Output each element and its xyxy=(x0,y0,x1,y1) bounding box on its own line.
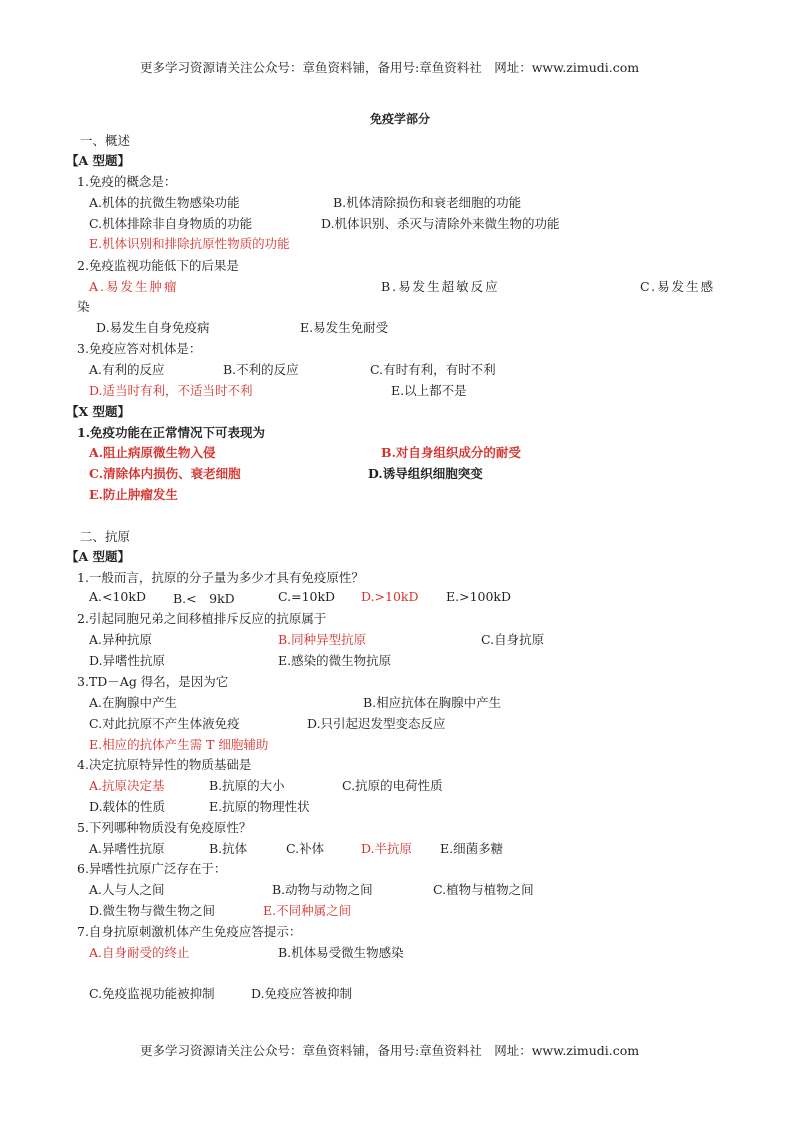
option-e-answer: E.相应的抗体产生需 T 细胞辅助 xyxy=(89,737,269,752)
question-stem: 2.免疫监视功能低下的后果是 xyxy=(77,258,239,273)
option-e: E.>100kD xyxy=(446,589,512,604)
option-d: D.易发生自身免疫病 xyxy=(96,320,210,335)
option-b: B.动物与动物之间 xyxy=(272,882,373,897)
option-e-answer: E.机体识别和排除抗原性物质的功能 xyxy=(89,236,290,251)
option-c: C.有时有利，有时不利 xyxy=(370,362,496,377)
option-c-wrap: 染 xyxy=(77,299,90,314)
question-stem: 3.免疫应答对机体是： xyxy=(77,341,202,356)
option-e: E.以上都不是 xyxy=(391,383,467,398)
option-a: A.机体的抗微生物感染功能 xyxy=(89,195,240,210)
option-d: D.诱导组织细胞突变 xyxy=(368,466,483,481)
option-b: B.不利的反应 xyxy=(223,362,299,377)
option-b: B.抗体 xyxy=(209,841,248,856)
option-b: B.< 9kD xyxy=(173,591,235,606)
option-a: A.有利的反应 xyxy=(89,362,165,377)
option-c: C.植物与植物之间 xyxy=(433,882,534,897)
page-header: 更多学习资源请关注公众号：章鱼资料铺，备用号:章鱼资料社 网址：www.zimudi.com xyxy=(140,60,640,75)
option-e: E.易发生免耐受 xyxy=(300,320,389,335)
option-d: D.微生物与微生物之间 xyxy=(89,903,216,918)
question-stem: 7.自身抗原刺激机体产生免疫应答提示： xyxy=(77,924,302,939)
option-a-answer: A.阻止病原微生物入侵 xyxy=(89,445,216,460)
question-type-label: 【A 型题】 xyxy=(66,549,131,564)
question-stem: 4.决定抗原特异性的物质基础是 xyxy=(77,757,252,772)
option-b: B.机体清除损伤和衰老细胞的功能 xyxy=(333,195,522,210)
option-d-answer: D.适当时有利，不适当时不利 xyxy=(89,383,253,398)
option-e: E.细菌多糖 xyxy=(440,841,504,856)
option-d-answer: D.半抗原 xyxy=(361,841,413,856)
option-e-answer: E.防止肿瘤发生 xyxy=(89,487,178,502)
option-c: C.对此抗原不产生体液免疫 xyxy=(89,716,240,731)
question-type-label: 【A 型题】 xyxy=(66,153,131,168)
option-a: A.人与人之间 xyxy=(89,882,165,897)
option-c: C.自身抗原 xyxy=(481,632,545,647)
option-b: B.机体易受微生物感染 xyxy=(278,945,404,960)
option-a: A.在胸腺中产生 xyxy=(89,695,178,710)
option-e-answer: E.不同种属之间 xyxy=(263,903,352,918)
option-a: A.异嗜性抗原 xyxy=(89,841,165,856)
option-d: D.免疫应答被抑制 xyxy=(251,986,353,1001)
option-c: C.抗原的电荷性质 xyxy=(342,778,443,793)
option-a-answer: A.自身耐受的终止 xyxy=(89,945,190,960)
option-c: C.免疫监视功能被抑制 xyxy=(89,986,215,1001)
option-d-answer: D.>10kD xyxy=(361,589,419,604)
question-stem: 6.异嗜性抗原广泛存在于： xyxy=(77,861,227,876)
option-c: C.=10kD xyxy=(278,589,336,604)
question-stem: 1.免疫功能在正常情况下可表现为 xyxy=(77,425,266,440)
option-a-answer: A.抗原决定基 xyxy=(89,778,165,793)
option-d: D.只引起迟发型变态反应 xyxy=(307,716,446,731)
option-a: A.<10kD xyxy=(89,589,146,604)
section-heading: 二、抗原 xyxy=(80,529,131,544)
question-type-label: 【X 型题】 xyxy=(66,404,131,419)
option-b-answer: B.同种异型抗原 xyxy=(278,632,367,647)
option-e: E.抗原的物理性状 xyxy=(209,799,310,814)
option-c-answer: C.清除体内损伤、衰老细胞 xyxy=(89,466,241,481)
option-c: C.易发生感 xyxy=(640,279,716,294)
document-title: 免疫学部分 xyxy=(370,112,431,126)
question-stem: 3.TD－Ag 得名，是因为它 xyxy=(77,674,229,689)
option-a-answer: A.易发生肿瘤 xyxy=(89,279,179,294)
page-footer: 更多学习资源请关注公众号：章鱼资料铺，备用号:章鱼资料社 网址：www.zimudi.com xyxy=(140,1043,640,1058)
option-b-answer: B.对自身组织成分的耐受 xyxy=(381,445,521,460)
section-heading: 一、概述 xyxy=(80,133,131,148)
question-stem: 5.下列哪种物质没有免疫原性？ xyxy=(77,820,252,835)
option-d: D.载体的性质 xyxy=(89,799,166,814)
option-c: C.补体 xyxy=(286,841,325,856)
option-e: E.感染的微生物抗原 xyxy=(278,653,392,668)
question-stem: 2.引起同胞兄弟之间移植排斥反应的抗原属于 xyxy=(77,611,327,626)
option-a: A.异种抗原 xyxy=(89,632,153,647)
option-b: B.易发生超敏反应 xyxy=(381,279,500,294)
question-stem: 1.一般而言，抗原的分子量为多少才具有免疫原性？ xyxy=(77,570,364,585)
option-d: D.机体识别、杀灭与清除外来微生物的功能 xyxy=(321,216,560,231)
option-b: B.抗原的大小 xyxy=(209,778,285,793)
option-b: B.相应抗体在胸腺中产生 xyxy=(363,695,502,710)
option-c: C.机体排除非自身物质的功能 xyxy=(89,216,253,231)
question-stem: 1.免疫的概念是： xyxy=(77,174,177,189)
option-d: D.异嗜性抗原 xyxy=(89,653,166,668)
